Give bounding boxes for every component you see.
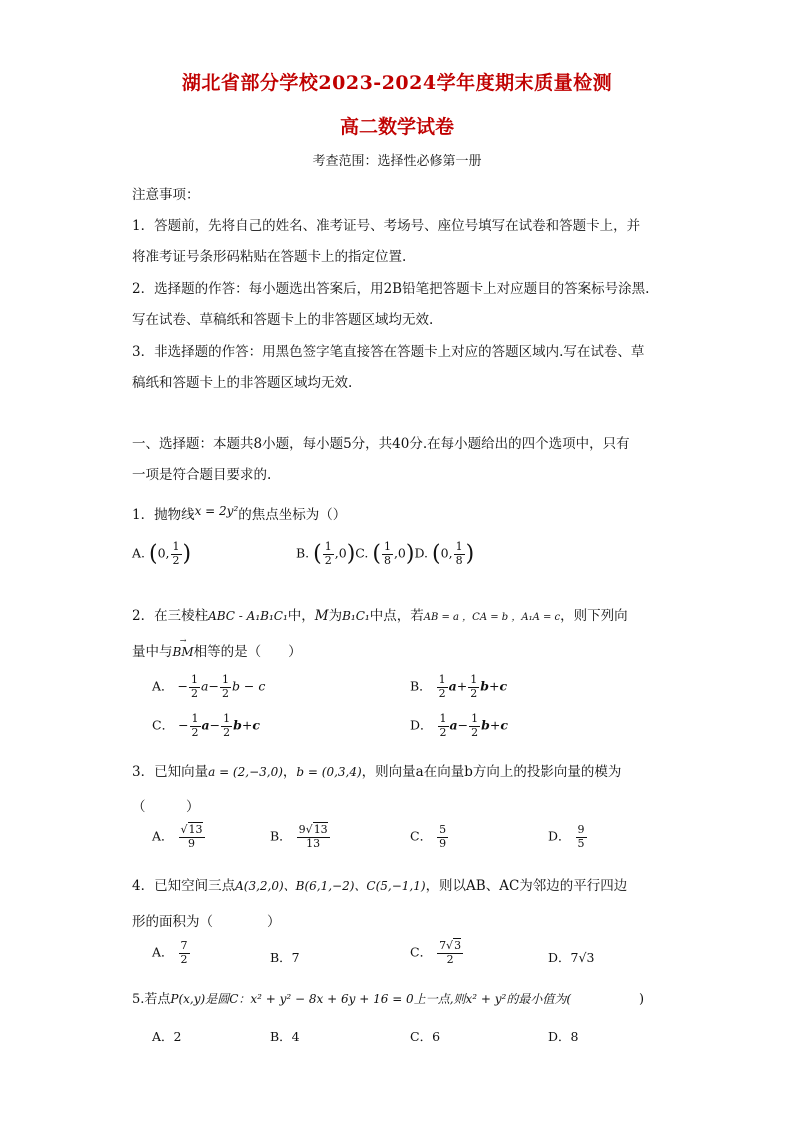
question-4-line-2: 形的面积为（ ）: [132, 914, 281, 930]
section-1-intro-line-2: 一项是符合题目要求的.: [132, 467, 272, 483]
q2-option-a-label: A．: [152, 678, 174, 694]
question-3-line-1: [132, 760, 621, 780]
q2-option-c-label: C．: [152, 717, 175, 733]
q4-option-a: A． $\frac{7}{2}$: [152, 939, 188, 966]
q1-option-b-label: B.: [296, 545, 310, 561]
q1-suffix: 的焦点坐标为（）: [238, 507, 347, 523]
q2-text-f: 量中与: [132, 644, 173, 660]
exam-subtitle: 高二数学试卷: [339, 116, 454, 138]
exam-title: 湖北省部分学校2023-2024学年度期末质量检测: [181, 72, 613, 94]
notes-heading: 注意事项：: [132, 187, 200, 203]
q4-option-c-label: C．: [410, 944, 433, 960]
q1-option-c-label: C.: [355, 545, 369, 561]
q2-text-d: 中点，若: [369, 608, 424, 624]
q1-prefix: 1．抛物线: [132, 507, 195, 523]
q4-prefix: 4．已知空间三点: [132, 878, 236, 894]
q3-option-a-label: A．: [152, 828, 174, 844]
q2-text-a: 2．在三棱柱: [132, 608, 209, 624]
note-3-line-2: 稿纸和答题卡上的非答题区域均无效.: [132, 375, 353, 391]
q3-vector-b: b = (0,3,4): [296, 765, 362, 779]
question-4-line-1: [132, 874, 627, 894]
note-1-line-2: 将准考证号条形码粘贴在答题卡上的指定位置.: [132, 249, 407, 265]
q3-suffix: ，则向量a在向量b方向上的投影向量的模为: [361, 764, 622, 780]
q3-option-b: B． $\frac{9√13}{13}$: [270, 823, 328, 850]
q4-option-b: B．7: [270, 950, 300, 965]
q5-formula: P(x,y)是圆C：x² + y² − 8x + 6y + 16 = 0上一点,则x² + y²的最小值为(: [170, 992, 572, 1006]
q2-vector-bm: → BM: [173, 645, 194, 659]
q1-option-b: B. ( $\frac{1}{2}$ ,0)C. ( $\frac{1}{8}$ ,0)D. (0, $\frac{1}{8}$ ): [296, 540, 475, 567]
question-2-line-1: [132, 604, 628, 624]
q3-option-d-label: D．: [548, 828, 571, 844]
q5-option-a: A．2: [152, 1029, 182, 1044]
q4-points: A(3,2,0)、B(6,1,−2)、C(5,−1,1): [235, 879, 426, 893]
q4-suffix: ，则以AB、AC为邻边的平行四边: [425, 878, 628, 894]
note-2-line-2: 写在试卷、草稿纸和答题卡上的非答题区域均无效.: [132, 312, 434, 328]
q2-text-g: 相等的是（ ）: [193, 644, 302, 660]
q3-option-a: A． $\frac{√13}{9}$: [152, 823, 203, 850]
q5-option-b: B．4: [270, 1029, 300, 1044]
q2-option-a: A． − $\frac{1}{2}$ a− $\frac{1}{2}$ b − c: [152, 673, 266, 700]
q3-option-d: D． $\frac{9}{5}$: [548, 823, 585, 850]
q3-option-c-label: C．: [410, 828, 433, 844]
q3-answer-blank: （ ）: [132, 799, 200, 815]
q4-option-a-label: A．: [152, 944, 174, 960]
q2-text-c: 为: [328, 608, 343, 624]
q2-text-e: ，则下列向: [560, 608, 628, 624]
question-1: [132, 503, 346, 523]
q4-option-c: C． $\frac{7√3}{2}$: [410, 939, 462, 966]
q2-text-b: 中，: [287, 608, 315, 624]
q2-option-d-label: D．: [410, 717, 433, 733]
q5-option-d: D．8: [548, 1029, 579, 1044]
q2-option-c: C． − $\frac{1}{2}$ a− $\frac{1}{2}$ b+c: [152, 712, 260, 739]
note-2-line-1: 2．选择题的作答：每小题选出答案后，用2B铅笔把答题卡上对应题目的答案标号涂黑.: [132, 281, 650, 297]
question-2-line-2: [132, 640, 302, 660]
note-3-line-1: 3．非选择题的作答：用黑色签字笔直接答在答题卡上对应的答题区域内.写在试卷、草: [132, 344, 645, 360]
q1-option-d-label: D.: [414, 545, 429, 561]
section-1-intro-line-1: 一、选择题：本题共8小题，每小题5分，共40分.在每小题给出的四个选项中，只有: [132, 436, 630, 452]
q3-vector-a: a = (2,−3,0): [208, 765, 283, 779]
q2-vectors: AB = a ，CA = b ，A₁A = c: [423, 612, 561, 623]
q5-option-c: C．6: [410, 1029, 441, 1044]
q3-prefix: 3．已知向量: [132, 764, 209, 780]
question-5: [132, 988, 644, 1007]
q2-edge: B₁C₁: [342, 609, 370, 623]
q3-option-b-label: B．: [270, 828, 292, 844]
q2-prism: ABC - A₁B₁C₁: [208, 609, 288, 623]
q1-option-a-label: A.: [132, 545, 146, 561]
q2-option-d: D． $\frac{1}{2}$ a− $\frac{1}{2}$ b+c: [410, 712, 508, 739]
q3-option-c: C． $\frac{5}{9}$: [410, 823, 447, 850]
q2-option-b-label: B．: [410, 678, 432, 694]
q5-close-paren: ): [639, 992, 645, 1007]
q2-point-m: M: [314, 608, 329, 624]
q1-option-a: A. (0, $\frac{1}{2}$ ): [132, 540, 192, 567]
q1-formula: x = 2y²: [194, 504, 239, 518]
note-1-line-1: 1．答题前，先将自己的姓名、准考证号、考场号、座位号填写在试卷和答题卡上，并: [132, 218, 641, 234]
q3-separator: ，: [282, 764, 297, 780]
q4-option-d: D．7√3: [548, 950, 595, 965]
exam-scope: 考查范围：选择性必修第一册: [312, 154, 482, 169]
q5-prefix: 5.若点: [132, 992, 171, 1007]
q2-option-b: B． $\frac{1}{2}$ a+ $\frac{1}{2}$ b+c: [410, 673, 508, 700]
